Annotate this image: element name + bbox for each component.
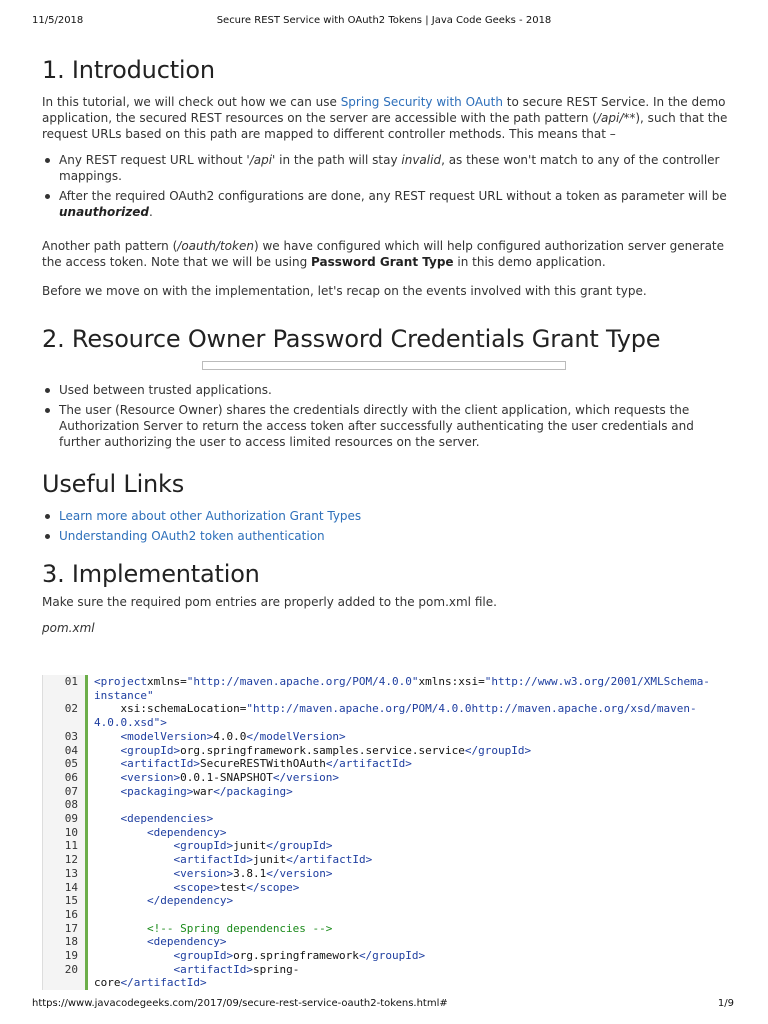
code-text (85, 757, 742, 771)
line-number: 06 (43, 771, 85, 785)
code-line (43, 675, 742, 689)
line-number: 10 (43, 826, 85, 840)
text: <packaging> (120, 784, 194, 798)
code-line (43, 771, 742, 785)
text: , as these won't match to any of the controller mappings. (59, 153, 720, 183)
page-number: 1/9 (717, 998, 734, 1009)
line-number: 02 (43, 702, 85, 716)
code-text (85, 908, 742, 922)
embedded-placeholder (202, 361, 566, 370)
text: junit (233, 839, 267, 853)
code-text (85, 949, 742, 963)
text: <project (94, 675, 147, 688)
text: test (219, 880, 247, 894)
text: </groupId> (358, 949, 426, 963)
text: After the required OAuth2 configurations are done, any REST request URL without a token as parameter will be (59, 189, 727, 203)
text (94, 744, 121, 757)
page-url: https://www.javacodegeeks.com/2017/09/secure-rest-service-oauth2-tokens.html# (32, 998, 448, 1009)
line-number: 03 (43, 730, 85, 744)
text: core (94, 976, 121, 990)
text: 4.0.0 (213, 729, 247, 743)
code-text (85, 744, 742, 758)
code-line (43, 853, 742, 867)
code-line (43, 963, 742, 977)
section-heading-grant-type: 2. Resource Owner Password Credentials Grant Type (42, 325, 661, 353)
text: 4.0.0.xsd" (94, 716, 161, 730)
section-heading-introduction: 1. Introduction (42, 56, 215, 84)
text: instance" (94, 688, 154, 702)
code-line (43, 976, 742, 990)
code-text (85, 894, 742, 908)
line-number: 01 (43, 675, 85, 689)
text (94, 771, 121, 784)
list-item (42, 188, 732, 220)
line-number: 04 (43, 744, 85, 758)
text: > (160, 716, 167, 730)
spring-security-oauth-link[interactable]: Spring Security with OAuth (340, 95, 503, 109)
code-text (85, 976, 742, 990)
code-text (85, 730, 742, 744)
line-number: 08 (43, 798, 85, 812)
code-line (43, 716, 742, 730)
code-text (85, 963, 742, 977)
code-line (43, 826, 742, 840)
intro-bullet-list (42, 152, 732, 220)
text: "http://www.w3.org/2001/XMLSchema- (484, 675, 710, 688)
text (94, 922, 147, 935)
text: . (149, 205, 153, 219)
line-number (43, 716, 85, 730)
code-line (43, 839, 742, 853)
code-line (43, 867, 742, 881)
text: xsi:schemaLocation= (94, 702, 247, 716)
text: unauthorized (59, 205, 149, 219)
text: <artifactId> (173, 962, 253, 976)
code-line (43, 785, 742, 799)
text: <groupId> (173, 839, 234, 853)
text: <version> (173, 866, 234, 880)
section-heading-useful-links: Useful Links (42, 470, 185, 498)
code-line (43, 922, 742, 936)
code-block (42, 675, 742, 990)
list-item (42, 528, 732, 544)
article-content (42, 54, 732, 636)
text: <scope> (173, 880, 220, 894)
text: </version> (272, 770, 340, 784)
line-number: 09 (43, 812, 85, 826)
code-line (43, 744, 742, 758)
text: </groupId> (464, 743, 532, 757)
print-date: 11/5/2018 (32, 15, 84, 26)
line-number: 13 (43, 867, 85, 881)
line-number: 19 (43, 949, 85, 963)
line-number: 12 (43, 853, 85, 867)
line-number: 14 (43, 881, 85, 895)
text (94, 785, 121, 798)
print-footer (0, 998, 768, 1014)
code-text (85, 922, 742, 936)
code-text (85, 798, 742, 812)
text (94, 839, 173, 852)
line-number: 05 (43, 757, 85, 771)
line-number: 20 (43, 963, 85, 977)
text: ), such that the request URLs based on this path are mapped to different controller methods. This means that – (42, 111, 728, 141)
text: <groupId> (120, 743, 181, 757)
code-text (85, 689, 742, 703)
text: <artifactId> (120, 757, 200, 771)
code-text (85, 771, 742, 785)
authorization-grant-types-link[interactable]: Learn more about other Authorization Grant Types (59, 509, 362, 523)
line-number (43, 689, 85, 703)
code-comment: <!-- Spring dependencies --> (146, 921, 333, 935)
intro-paragraph-2 (42, 238, 732, 270)
text: </artifactId> (286, 853, 373, 867)
code-line (43, 812, 742, 826)
intro-paragraph-3: Before we move on with the implementation, let's recap on the events involved with this grant type. (42, 284, 647, 298)
code-text (85, 867, 742, 881)
text (94, 867, 173, 880)
text: In this tutorial, we will check out how we can use (42, 95, 341, 109)
text: spring- (252, 962, 300, 976)
code-line (43, 949, 742, 963)
print-page-title: Secure REST Service with OAuth2 Tokens | Java Code Geeks - 2018 (216, 15, 552, 26)
code-file-label (42, 620, 732, 636)
grant-bullet-list (42, 382, 732, 450)
text: </scope> (246, 880, 300, 894)
line-number: 11 (43, 839, 85, 853)
code-line (43, 702, 742, 716)
text (94, 757, 121, 770)
path-pattern-api: /api/** (596, 111, 636, 125)
code-line (43, 908, 742, 922)
text: Password Grant Type (311, 255, 454, 269)
line-number: 18 (43, 935, 85, 949)
code-text (85, 826, 742, 840)
line-number: 15 (43, 894, 85, 908)
text: junit (252, 853, 287, 867)
section-heading-implementation: 3. Implementation (42, 560, 260, 588)
code-line (43, 798, 742, 812)
text: <dependency> (146, 825, 227, 839)
text: to secure REST Service. In the demo application, the secured REST resources on the server are accessible with the path pattern ( (42, 95, 726, 125)
text: SecureRESTWithOAuth (199, 757, 326, 771)
text (94, 881, 173, 894)
text: xmlns= (146, 675, 187, 688)
text: <groupId> (173, 949, 234, 963)
print-header (0, 15, 768, 31)
text (94, 853, 173, 866)
line-number: 17 (43, 922, 85, 936)
code-text (85, 881, 742, 895)
line-number (43, 976, 85, 990)
code-line (43, 935, 742, 949)
code-text (85, 702, 742, 716)
text (94, 730, 121, 743)
text: pom.xml (42, 621, 95, 635)
code-text (85, 675, 742, 689)
list-item (42, 152, 732, 184)
text: <artifactId> (173, 853, 253, 867)
line-number: 16 (43, 908, 85, 922)
text: </modelVersion> (246, 729, 346, 743)
oauth2-token-authentication-link[interactable]: Understanding OAuth2 token authentication (59, 529, 325, 543)
code-text (85, 785, 742, 799)
code-line (43, 757, 742, 771)
text: Any REST request URL without ' (59, 153, 250, 167)
text (94, 935, 147, 948)
text: Another path pattern ( (42, 239, 178, 253)
text: </dependency> (146, 894, 234, 908)
code-line (43, 894, 742, 908)
code-line (43, 881, 742, 895)
text: </packaging> (213, 784, 293, 798)
text: "http://maven.apache.org/POM/4.0.0" (186, 675, 419, 688)
code-text (85, 935, 742, 949)
text (94, 949, 173, 962)
text: </artifactId> (120, 976, 207, 990)
text: <modelVersion> (120, 729, 214, 743)
text: "http://maven.apache.org/POM/4.0.0http://maven.apache.org/xsd/maven- (246, 702, 697, 716)
text: /api (249, 153, 273, 167)
code-text (85, 812, 742, 826)
text: org.springframework.samples.service.service (180, 743, 465, 757)
text: /oauth/token (177, 239, 254, 253)
code-line (43, 689, 742, 703)
text (94, 826, 147, 839)
text: 3.8.1 (233, 866, 267, 880)
text: <dependency> (146, 935, 227, 949)
text (94, 812, 121, 825)
text: org.springframework (233, 949, 359, 963)
list-item: The user (Resource Owner) shares the credentials directly with the client application, which requests the Authorization Server to return the access token after successfully authenticating the user credentials and further authorizing the user to access limited resources on the server. (42, 402, 732, 450)
intro-paragraph-1 (42, 94, 732, 142)
text: <version> (120, 770, 181, 784)
text: war (193, 784, 214, 798)
list-item: Used between trusted applications. (42, 382, 732, 398)
useful-links-list (42, 508, 732, 544)
text (94, 963, 173, 976)
code-text (85, 853, 742, 867)
text: in this demo application. (453, 255, 606, 269)
text: <dependencies> (120, 812, 214, 826)
text (94, 894, 147, 907)
text: ' in the path will stay (272, 153, 402, 167)
text: 0.0.1-SNAPSHOT (180, 770, 273, 784)
code-line (43, 730, 742, 744)
text: </artifactId> (325, 757, 412, 771)
text: xmlns:xsi= (418, 675, 485, 688)
text: </version> (266, 866, 333, 880)
line-number: 07 (43, 785, 85, 799)
text: </groupId> (266, 839, 333, 853)
code-text (85, 839, 742, 853)
list-item (42, 508, 732, 524)
text: ) we have configured which will help configured authorization server generate the access token. Note that we will be using (42, 239, 725, 269)
code-text (85, 716, 742, 730)
text: invalid (401, 153, 442, 167)
implementation-paragraph: Make sure the required pom entries are properly added to the pom.xml file. (42, 595, 497, 609)
